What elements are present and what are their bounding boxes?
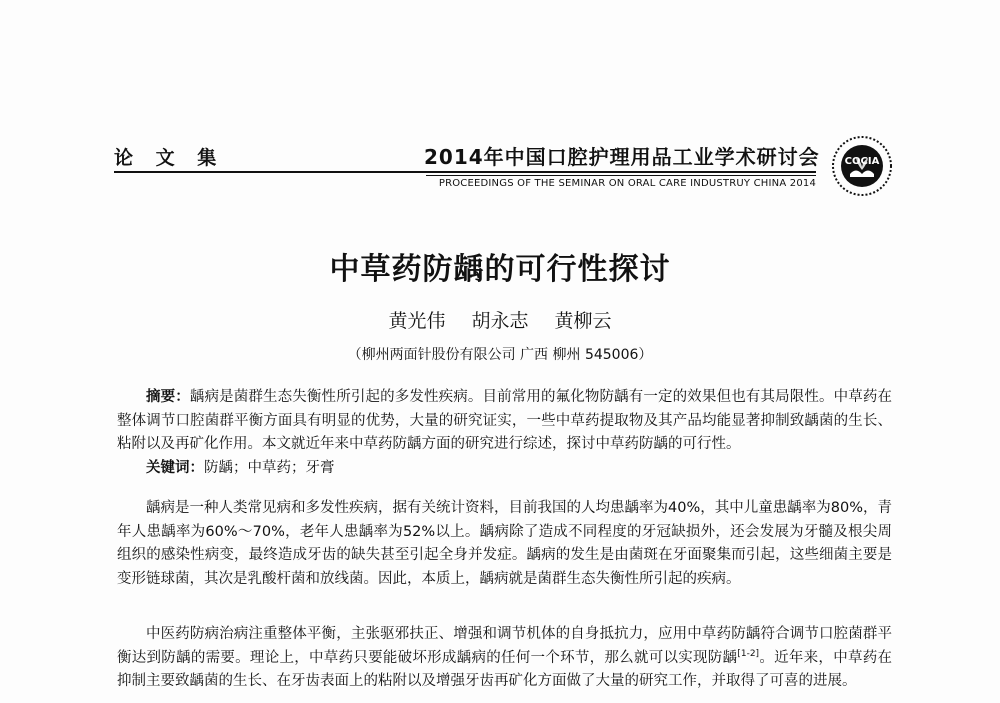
authors: 黄光伟 胡永志 黄柳云 xyxy=(388,310,612,332)
abstract xyxy=(117,386,892,457)
section-label: 论 文 集 xyxy=(114,147,225,169)
body-paragraph xyxy=(117,623,892,694)
body-text: 。近年来，中草药在抑制主要致龋菌的生长、在牙齿表面上的粘附以及增强牙齿再矿化方面做了大量的研究工作，并取得了可喜的进展。 xyxy=(117,649,893,689)
logo-lettering: COCIA xyxy=(844,156,880,167)
association-logo-icon xyxy=(830,134,894,198)
conference-title-en: PROCEEDINGS OF THE SEMINAR ON ORAL CARE INDUSTRUY CHINA 2014 xyxy=(438,178,816,189)
affiliation: （柳州两面针股份有限公司 广西 柳州 545006） xyxy=(347,347,653,363)
body-text: 中医药防病治病注重整体平衡，主张驱邪扶正、增强和调节机体的自身抵抗力，应用中草药防龋符合调节口腔菌群平衡达到防龋的需要。理论上，中草药只要能破坏形成龋病的任何一个环节，那么就可以实现防龋 xyxy=(117,626,892,666)
abstract-label: 摘要： xyxy=(146,389,190,405)
keywords-label: 关键词： xyxy=(146,460,204,476)
keywords-text: 防龋；中草药；牙膏 xyxy=(204,460,335,476)
header-rule xyxy=(114,171,816,173)
body-paragraph: 龋病是一种人类常见病和多发性疾病，据有关统计资料，目前我国的人均患龋率为40%，其中儿童患龋率为80%，青年人患龋率为60%～70%，老年人患龋率为52%以上。龋病除了造成不同程度的牙冠缺损外，还会发展为牙髓及根尖周组织的感染性病变，最终造成牙齿的缺失甚至引起全身并发症。龋病的发生是由菌斑在牙面聚集而引起，这些细菌主要是变形链球菌，其次是乳酸杆菌和放线菌。因此，本质上，龋病就是菌群生态失衡性所引起的疾病。 xyxy=(117,500,892,587)
article-title: 中草药防龋的可行性探讨 xyxy=(329,252,671,287)
abstract-text: 龋病是菌群生态失衡性所引起的多发性疾病。目前常用的氟化物防龋有一定的效果但也有其局限性。中草药在整体调节口腔菌群平衡方面具有明显的优势，大量的研究证实，一些中草药提取物及其产品均能显著抑制致龋菌的生长、粘附以及再矿化作用。本文就近年来中草药防龋方面的研究进行综述，探讨中草药防龋的可行性。 xyxy=(117,389,892,452)
header-rule-thin xyxy=(426,175,816,176)
citation: [1-2] xyxy=(737,648,760,659)
keywords xyxy=(146,457,886,481)
conference-title-cn: 2014年中国口腔护理用品工业学术研讨会 xyxy=(424,145,820,169)
